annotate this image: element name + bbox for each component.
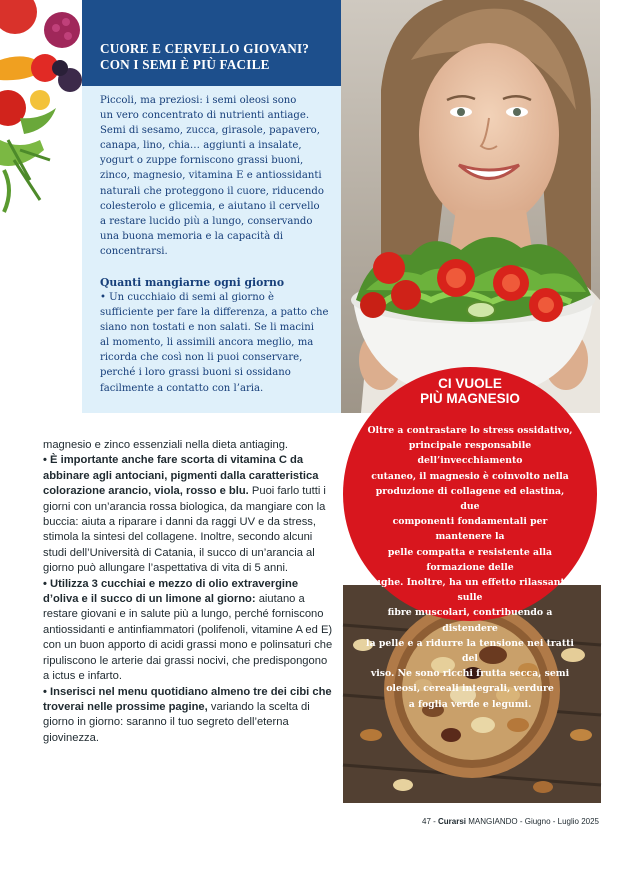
seeds-body-line: zinco, magnesio, vitamina E e antiossidanti (100, 170, 322, 182)
article-bold-lead: • Inserisci nel menu quotidiano almeno tre dei cibi che troverai nelle prossime pagine, (43, 685, 332, 713)
article-paragraph (43, 577, 336, 685)
article-paragraph: magnesio e zinco essenziali nella dieta antiaging. (43, 439, 289, 451)
seeds-body-line: a restare lucido più a lungo, conservando (100, 215, 313, 227)
dosage-line: ricorda che così non li puoi conservare, (100, 352, 303, 364)
page-footer (422, 817, 599, 826)
seeds-body-line: un vero concentrato di nutrienti antiage. (100, 110, 310, 122)
page-number: 47 (422, 817, 431, 826)
callout-body-line: viso. Ne sono ricchi frutta secca, semi (370, 668, 570, 680)
woman-salad-photo (341, 0, 600, 413)
dosage-line: siano non tostati e non salati. Se li macini (100, 322, 314, 334)
seeds-body-line: yogurt o zuppe forniscono grassi buoni, (100, 155, 304, 167)
callout-body-line: fibre muscolari, contribuendo a distendere (387, 607, 553, 634)
magazine-name: Curarsi (438, 817, 467, 826)
callout-body-line: componenti fondamentali per mantenere la (392, 516, 548, 543)
article-text: Puoi farlo tutti i giorni con un’arancia rossa biologica, da mangiare con la buccia: aiuta a riparare i danni da raggi UV e da stress, stimola la sintesi del collagene. Inoltre, secondo alcuni studi dell’Università di Catania, il succo di un’arancia al giorno può allungare l’aspettativa di vita di 5 anni. (43, 485, 326, 575)
article-text: aiutano a restare giovani e in salute più a lungo, perché forniscono antiossidanti e antinfiammatori (polifenoli, vitamine A ed E) con un buon apporto di acidi grassi mono e polinsaturi che ripuliscono le arterie dai grassi nocivi, che predispongono a ictus e infarto. (43, 593, 333, 683)
article-paragraph (43, 685, 336, 747)
seeds-dosage-body (100, 290, 332, 396)
seeds-body-line: Piccoli, ma preziosi: i semi oleosi sono (100, 95, 297, 106)
seeds-info-title (100, 41, 330, 73)
seeds-body-line: canapa, lino, chia… aggiunti a insalate, (100, 140, 302, 152)
callout-title-line: CI VUOLE (438, 376, 502, 391)
seeds-body-line: concentrarsi. (100, 245, 168, 257)
issue-date: - Giugno - Luglio 2025 (517, 817, 599, 826)
magnesium-callout-body (365, 423, 575, 712)
callout-body-line: Oltre a contrastare lo stress ossidativo, (367, 425, 573, 436)
dosage-line: • Un cucchiaio di semi al giorno è (100, 292, 274, 303)
seeds-body-line: naturali che proteggono il cuore, riducendo (100, 185, 324, 197)
vegetables-illustration (0, 0, 82, 215)
article-paragraph (43, 453, 336, 576)
callout-body-line: produzione di collagene ed elastina, due (375, 485, 565, 513)
seeds-info-body (100, 93, 332, 259)
seeds-body-line: colesterolo e glicemia, e aiutano il cervello (100, 200, 320, 212)
article-text: variando la scelta di giorno in giorno: saranno il tuo segreto dell’eterna giovinezza. (43, 700, 310, 744)
callout-body-line: pelle compatta e resistente alla formazione delle (387, 546, 553, 573)
seeds-body-line: una buona memoria e la capacità di (100, 230, 284, 242)
callout-title-line: PIÙ MAGNESIO (420, 391, 520, 406)
dosage-line: facilmente a contatto con l’aria. (100, 382, 264, 394)
dosage-line: perché i loro grassi buoni si ossidano (100, 367, 291, 379)
article-body (43, 438, 336, 746)
magnesium-callout-title (343, 376, 597, 406)
article-bold-lead: • Utilizza 3 cucchiai e mezzo di olio extravergine d’oliva e il succo di un limone al giorno: (43, 577, 299, 606)
seeds-body-line: Semi di sesamo, zucca, girasole, papavero, (100, 125, 320, 137)
article-bold-lead: • È importante anche fare scorta di vitamina C da abbinare agli antociani, pigmenti dalla caratteristica colorazione arancio, viola, rosso e blu. (43, 454, 319, 498)
seeds-title-line: CON I SEMI È PIÙ FACILE (100, 57, 270, 72)
seeds-subtitle: Quanti mangiarne ogni giorno (100, 276, 285, 289)
callout-body-line: principale responsabile dell’invecchiamento (408, 440, 532, 467)
dosage-line: al momento, li assimili ancora meglio, ma (100, 337, 314, 349)
callout-body-line: a foglia verde e legumi. (408, 698, 532, 710)
magnesium-callout-circle (343, 367, 597, 710)
callout-body-line: la pelle e a ridurre la tensione nei tratti del (366, 637, 574, 665)
magazine-section: MANGIANDO (468, 817, 518, 826)
dosage-line: sufficiente per fare la differenza, a patto che (100, 307, 329, 319)
seeds-title-line: CUORE E CERVELLO GIOVANI? (100, 41, 310, 56)
footer-separator: - (430, 817, 439, 826)
callout-body-line: cutaneo, il magnesio è coinvolto nella (371, 470, 569, 482)
seeds-info-box (82, 0, 341, 413)
callout-body-line: oleosi, cereali integrali, verdure (386, 683, 554, 695)
callout-body-line: rughe. Inoltre, ha un effetto rilassante sulle (369, 577, 571, 604)
